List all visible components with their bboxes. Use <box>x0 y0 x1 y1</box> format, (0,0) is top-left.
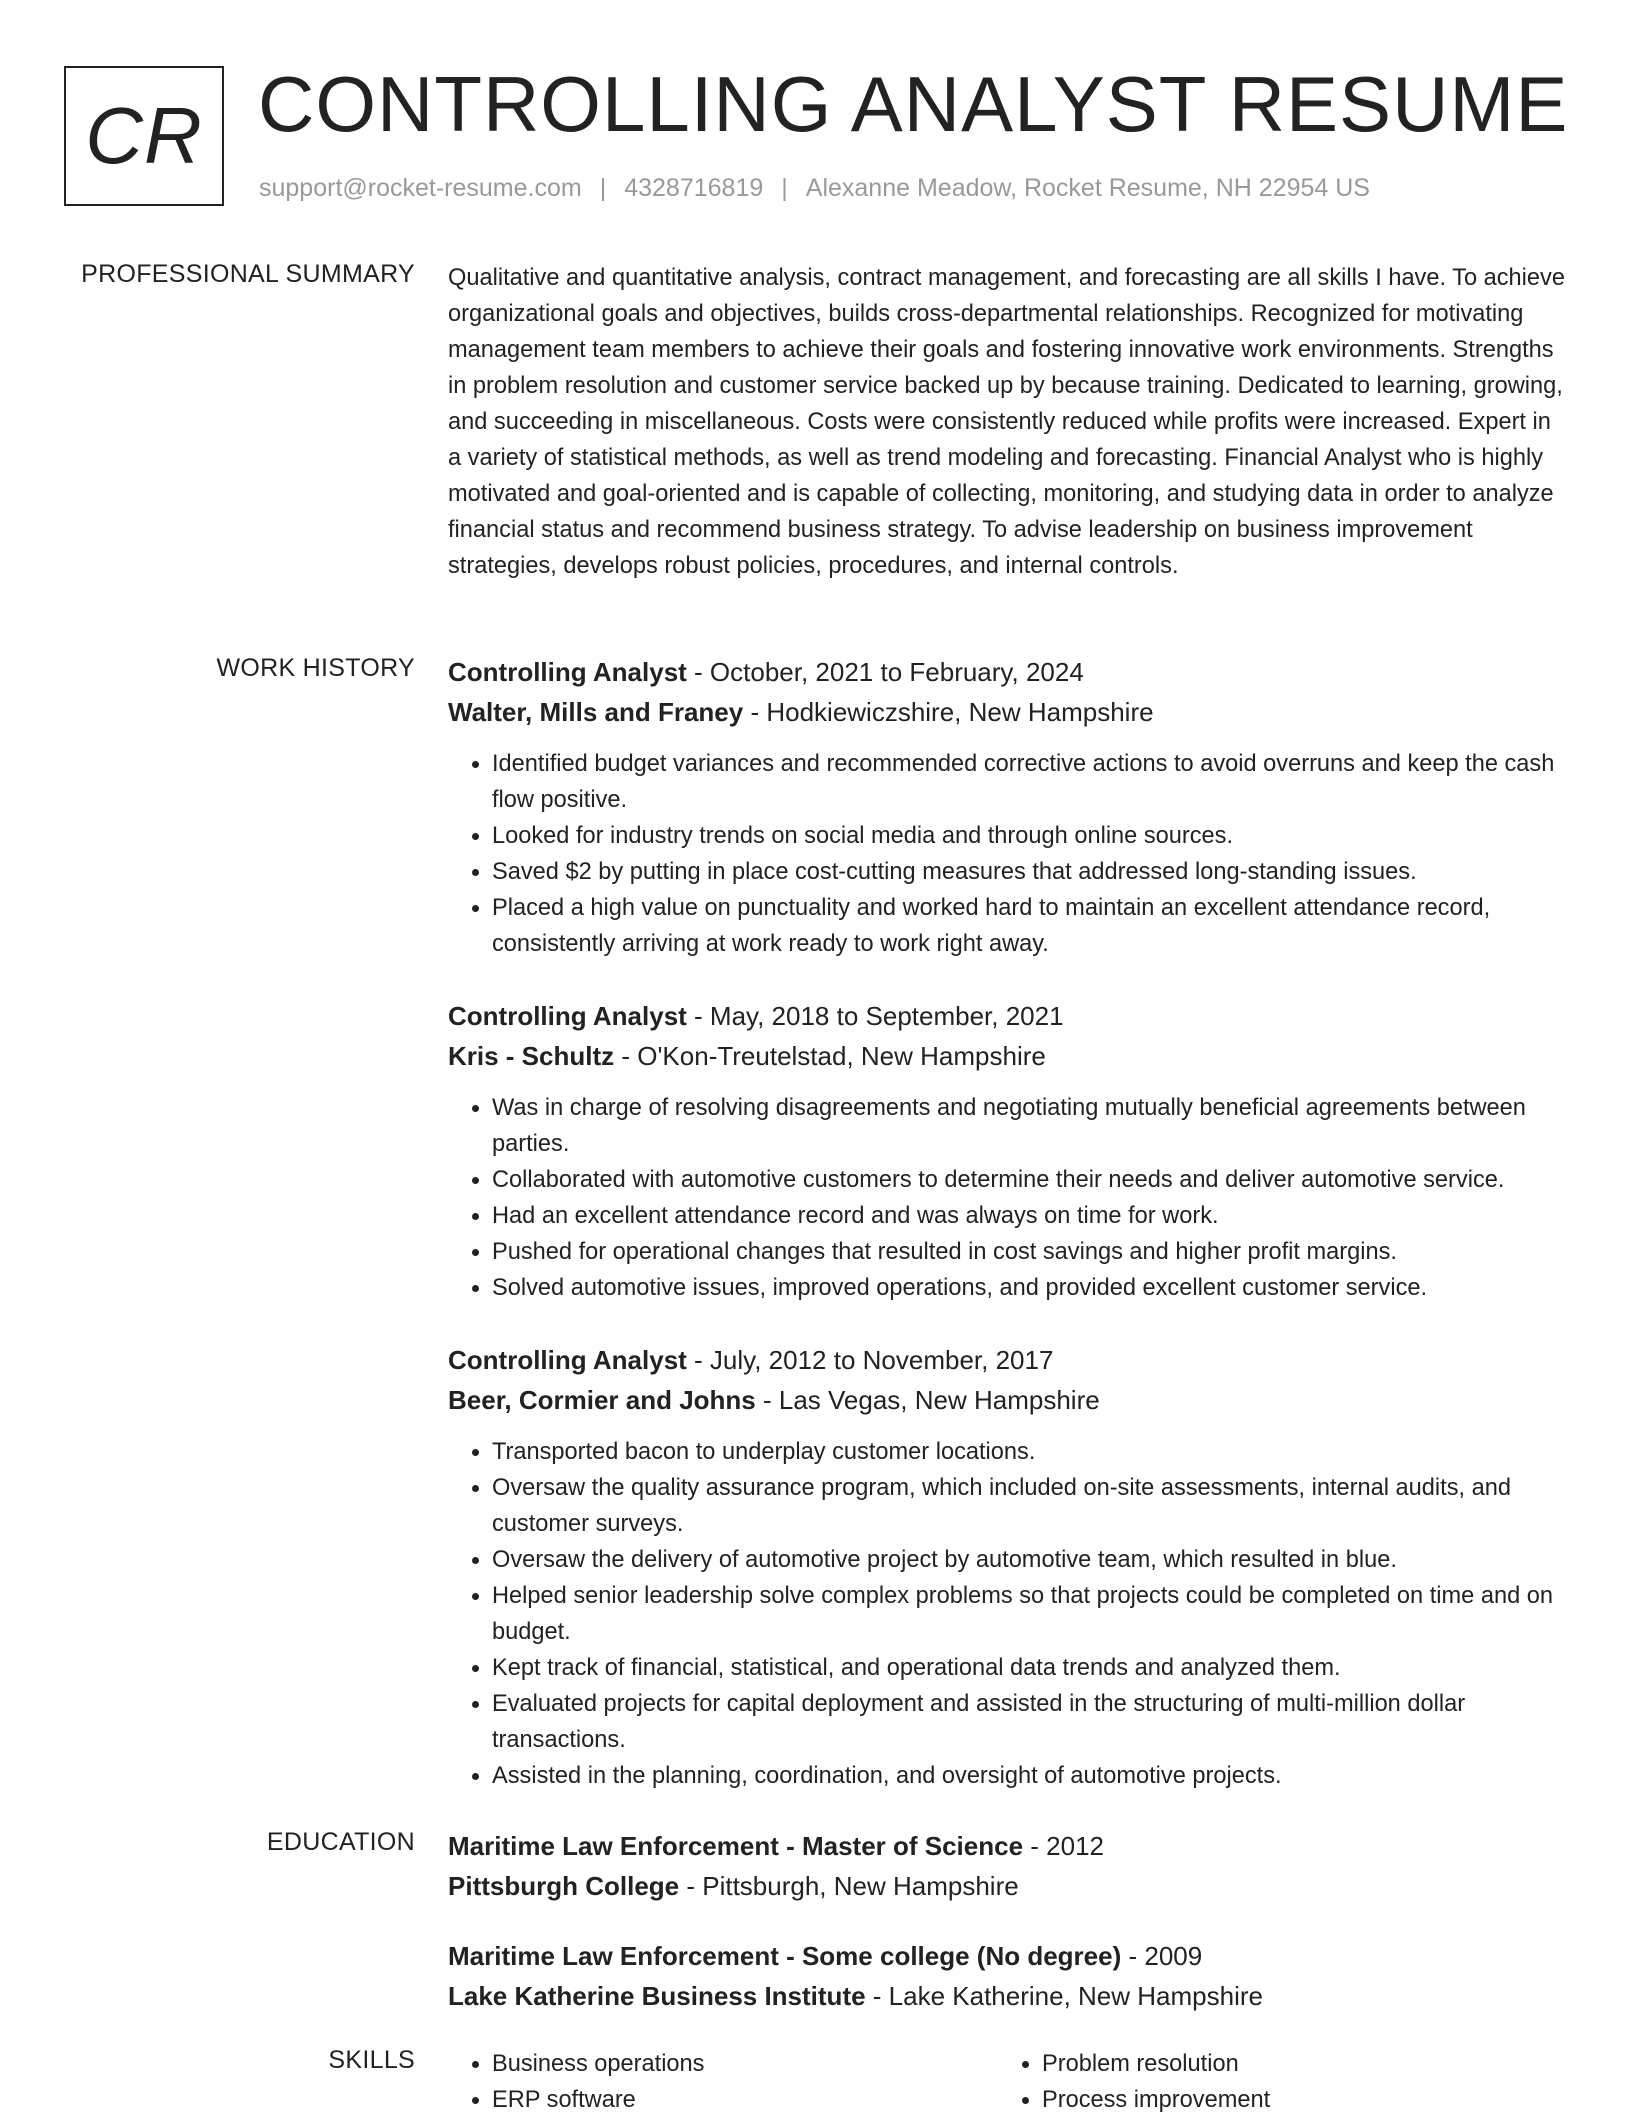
job-location: - Las Vegas, New Hampshire <box>755 1385 1100 1415</box>
job-entry <box>448 1340 1568 1794</box>
job-location: - O'Kon-Treutelstad, New Hampshire <box>614 1041 1046 1071</box>
summary-text: Qualitative and quantitative analysis, contract management, and forecasting are all skills I have. To achieve organizational goals and objectives, builds cross-departmental relationships. Recognized for motivating management team members to achieve their goals and fostering innovative work environments. Strengths in problem resolution and customer service backed up by because training. Dedicated to learning, growing, and succeeding in miscellaneous. Costs were consistently reduced while profits were increased. Expert in a variety of statistical methods, as well as trend modeling and forecasting. Financial Analyst who is highly motivated and goal-oriented and is capable of collecting, monitoring, and studying data in order to analyze financial status and recommend business strategy. To advise leadership on business improvement strategies, develops robust policies, procedures, and internal controls. <box>448 265 1565 579</box>
education-entry <box>448 1826 1568 1906</box>
education-school: Pittsburgh College <box>448 1871 680 1901</box>
skill-item: • Process improvement <box>1042 2082 1548 2118</box>
education-degree: Maritime Law Enforcement - Some college (No degree) <box>448 1941 1122 1971</box>
job-title-line <box>448 996 1568 1036</box>
education-entry <box>448 1936 1568 2016</box>
contact-phone: 4328716819 <box>624 174 764 202</box>
skills-column-left <box>448 2046 998 2118</box>
job-company-line <box>448 692 1568 732</box>
job-title: Controlling Analyst <box>448 1001 687 1031</box>
job-company: Beer, Cormier and Johns <box>448 1385 756 1415</box>
job-title: Controlling Analyst <box>448 657 687 687</box>
education-school-line <box>448 1976 1568 2016</box>
job-bullet: • Identified budget variances and recommended corrective actions to avoid overruns and keep the cash flow positive. <box>492 746 1568 818</box>
monogram-logo: CR <box>64 66 224 206</box>
education-location: - Pittsburgh, New Hampshire <box>679 1871 1019 1901</box>
job-bullet: • Solved automotive issues, improved operations, and provided excellent customer service. <box>492 1270 1568 1306</box>
job-bullet: • Pushed for operational changes that resulted in cost savings and higher profit margins. <box>492 1234 1568 1270</box>
job-company-line <box>448 1380 1568 1420</box>
job-bullets <box>448 1434 1568 1794</box>
job-bullet: • Transported bacon to underplay customer locations. <box>492 1434 1568 1470</box>
skill-item: • ERP software <box>492 2082 998 2118</box>
job-company-line <box>448 1036 1568 1076</box>
job-title-line <box>448 652 1568 692</box>
education-year: - 2009 <box>1121 1941 1203 1971</box>
job-entry <box>448 996 1568 1306</box>
section-label-education: EDUCATION <box>266 1828 415 1856</box>
job-company: Walter, Mills and Franey <box>448 697 744 727</box>
contact-email: support@rocket-resume.com <box>259 174 582 202</box>
job-dates: - October, 2021 to February, 2024 <box>686 657 1084 687</box>
contact-separator: | <box>781 174 788 202</box>
contact-line <box>259 174 1370 203</box>
education-school-line <box>448 1866 1568 1906</box>
job-title-line <box>448 1340 1568 1380</box>
contact-separator: | <box>599 174 607 202</box>
job-bullet: • Oversaw the delivery of automotive project by automotive team, which resulted in blue. <box>492 1542 1568 1578</box>
education-year: - 2012 <box>1023 1831 1104 1861</box>
section-label-summary: PROFESSIONAL SUMMARY <box>81 260 415 288</box>
skills-grid <box>448 2046 1568 2118</box>
job-bullet: • Assisted in the planning, coordination, and oversight of automotive projects. <box>492 1758 1568 1794</box>
skills-column-right <box>998 2046 1548 2118</box>
job-bullets <box>448 1090 1568 1306</box>
job-bullets <box>448 746 1568 962</box>
skill-item: • Problem resolution <box>1042 2046 1548 2082</box>
education-location: - Lake Katherine, New Hampshire <box>865 1981 1263 2011</box>
education-degree-line <box>448 1936 1568 1976</box>
job-bullet: • Kept track of financial, statistical, and operational data trends and analyzed them. <box>492 1650 1568 1686</box>
job-bullet: • Placed a high value on punctuality and worked hard to maintain an excellent attendance record, consistently arriving at work ready to work right away. <box>492 890 1568 962</box>
job-company: Kris - Schultz <box>448 1041 615 1071</box>
job-title: Controlling Analyst <box>448 1345 687 1375</box>
job-dates: - May, 2018 to September, 2021 <box>686 1001 1064 1031</box>
resume-title: CONTROLLING ANALYST RESUME <box>258 60 1569 148</box>
work-history-list <box>448 652 1568 1828</box>
education-degree-line <box>448 1826 1568 1866</box>
education-degree: Maritime Law Enforcement - Master of Science <box>448 1831 1024 1861</box>
job-bullet: • Saved $2 by putting in place cost-cutting measures that addressed long-standing issues. <box>492 854 1568 890</box>
section-label-skills: SKILLS <box>328 2046 415 2074</box>
section-label-work-history: WORK HISTORY <box>216 654 415 682</box>
skill-item: • Business operations <box>492 2046 998 2082</box>
education-list <box>448 1826 1568 2046</box>
education-school: Lake Katherine Business Institute <box>448 1981 866 2011</box>
job-bullet: • Was in charge of resolving disagreements and negotiating mutually beneficial agreements between parties. <box>492 1090 1568 1162</box>
contact-address: Alexanne Meadow, Rocket Resume, NH 22954 US <box>805 174 1370 202</box>
job-bullet: • Helped senior leadership solve complex problems so that projects could be completed on time and on budget. <box>492 1578 1568 1650</box>
job-entry <box>448 652 1568 962</box>
job-bullet: • Evaluated projects for capital deployment and assisted in the structuring of multi-million dollar transactions. <box>492 1686 1568 1758</box>
skills-list <box>448 2046 1568 2118</box>
job-bullet: • Looked for industry trends on social media and through online sources. <box>492 818 1568 854</box>
job-bullet: • Collaborated with automotive customers to determine their needs and deliver automotive service. <box>492 1162 1568 1198</box>
job-bullet: • Oversaw the quality assurance program, which included on-site assessments, internal audits, and customer surveys. <box>492 1470 1568 1542</box>
job-dates: - July, 2012 to November, 2017 <box>686 1345 1054 1375</box>
job-location: - Hodkiewiczshire, New Hampshire <box>743 697 1154 727</box>
job-bullet: • Had an excellent attendance record and was always on time for work. <box>492 1198 1568 1234</box>
